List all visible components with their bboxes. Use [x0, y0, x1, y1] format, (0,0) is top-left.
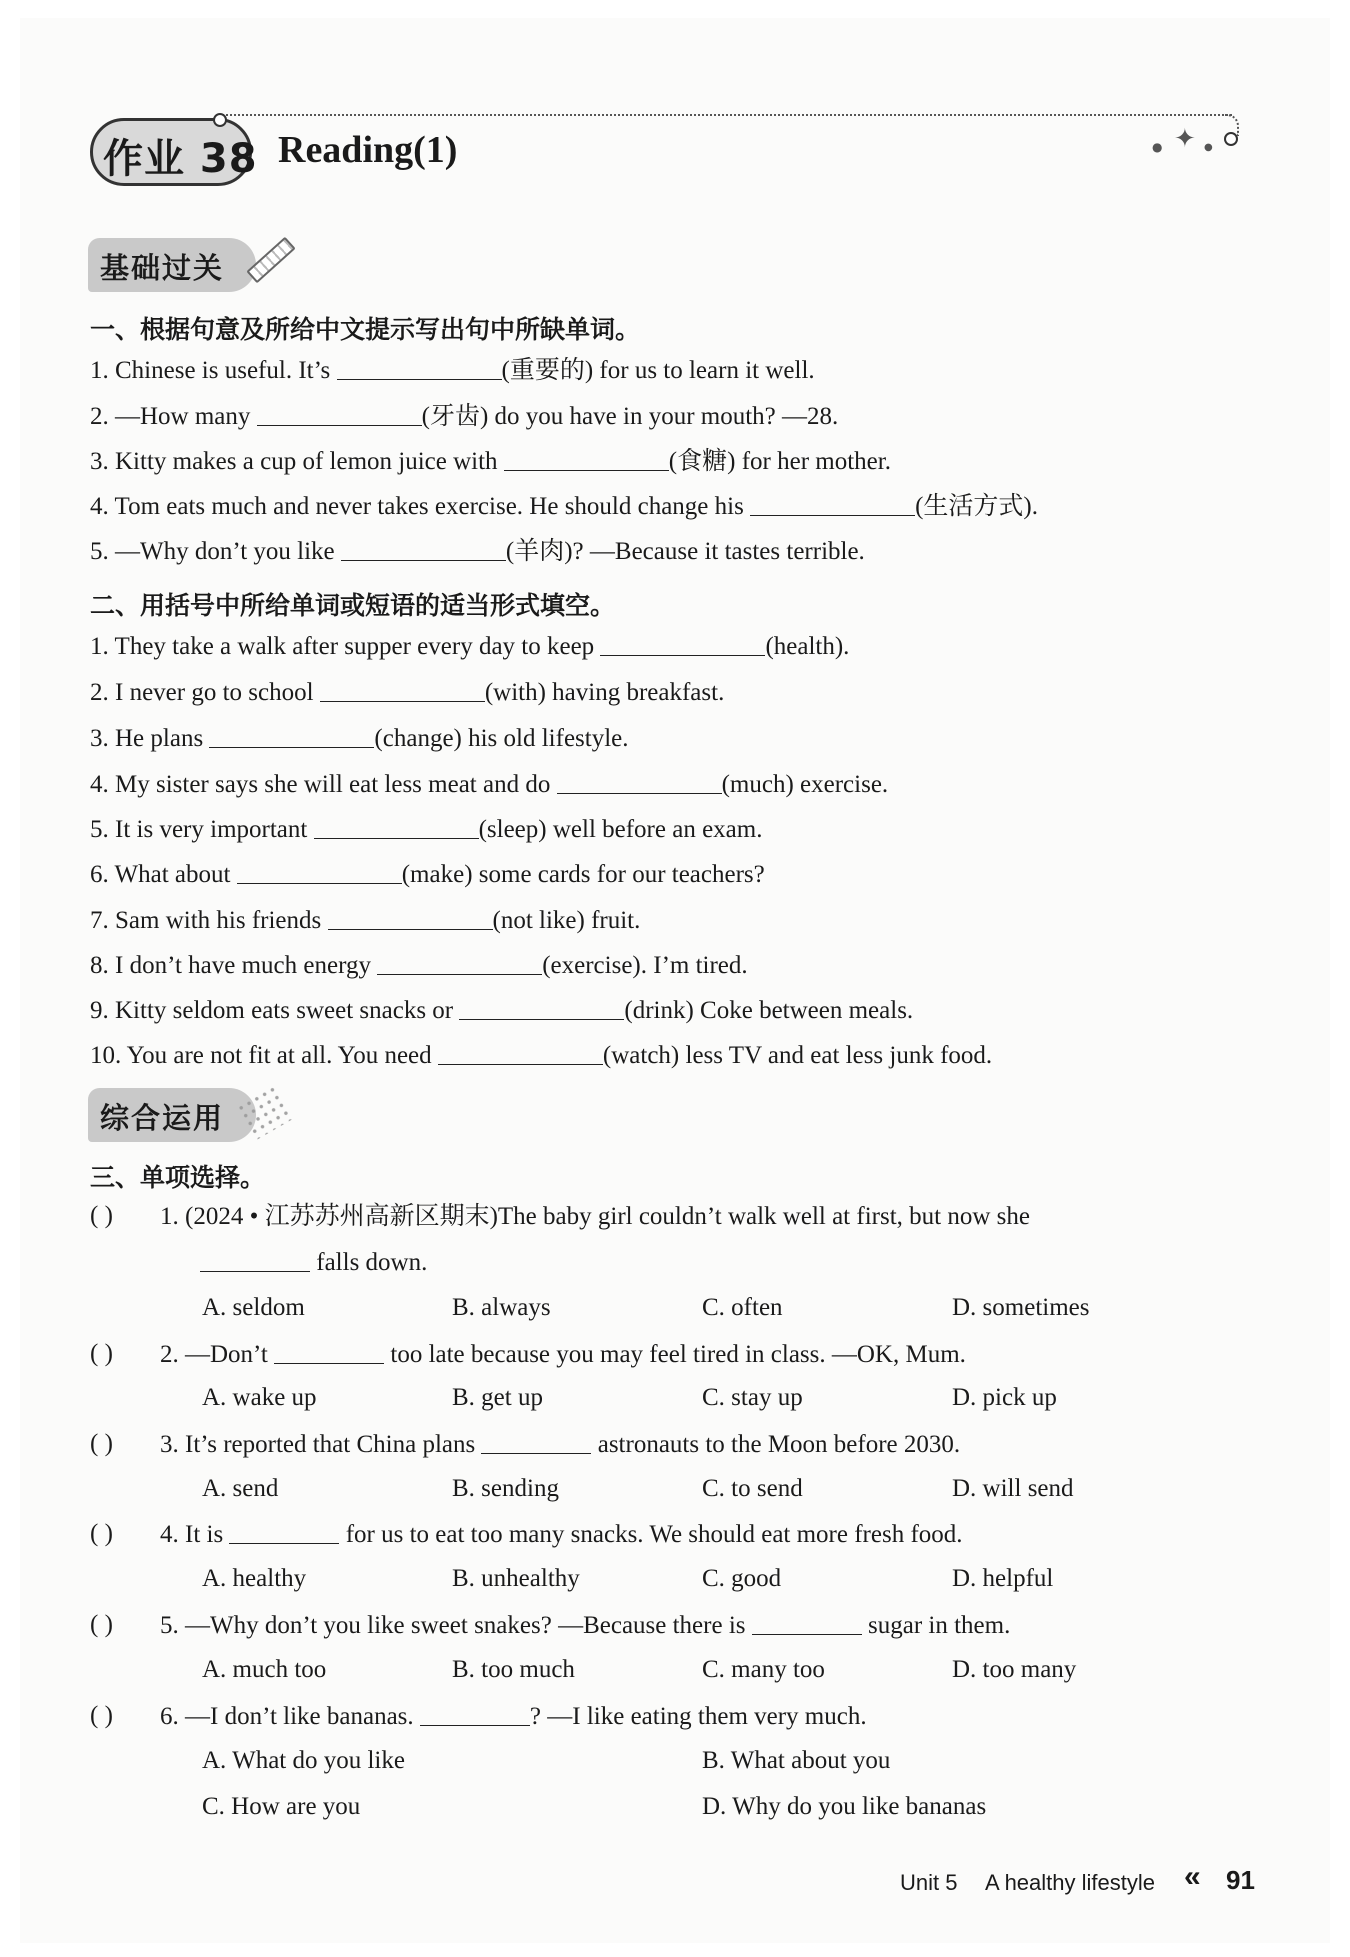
answer-blank[interactable]: [328, 906, 493, 930]
part-heading: 二、用括号中所给单词或短语的适当形式填空。: [90, 591, 616, 620]
option-c[interactable]: C. stay up: [702, 1384, 803, 1411]
answer-blank[interactable]: [600, 632, 765, 656]
option-a[interactable]: A. much too: [202, 1656, 327, 1683]
answer-blank[interactable]: [320, 678, 485, 702]
answer-blank[interactable]: [237, 860, 402, 884]
option-b[interactable]: B. sending: [452, 1475, 559, 1502]
answer-bracket[interactable]: ( ): [90, 1702, 113, 1729]
option-b[interactable]: B. always: [452, 1294, 551, 1321]
option-b[interactable]: B. get up: [452, 1384, 543, 1411]
option-c[interactable]: C. good: [702, 1565, 782, 1592]
fill-item: 5. It is very important (sleep) well before an exam.: [90, 816, 763, 843]
header-dotted-line: [222, 114, 1232, 116]
option-b[interactable]: B. too much: [452, 1656, 575, 1683]
fill-item: 9. Kitty seldom eats sweet snacks or (drink) Coke between meals.: [90, 997, 914, 1024]
option-a[interactable]: A. healthy: [202, 1565, 307, 1592]
header-ring-icon: [213, 113, 227, 127]
option-c[interactable]: C. How are you: [202, 1793, 361, 1820]
fill-item: 3. Kitty makes a cup of lemon juice with (食糖) for her mother.: [90, 448, 891, 475]
answer-blank[interactable]: [341, 537, 506, 561]
choice-question: 1. (2024 • 江苏苏州高新区期末)The baby girl couldn’t walk well at first, but now she: [160, 1203, 1030, 1230]
option-d[interactable]: D. will send: [952, 1475, 1074, 1502]
answer-blank[interactable]: [209, 724, 374, 748]
fill-item: 2. I never go to school (with) having breakfast.: [90, 679, 725, 706]
fill-item: 1. Chinese is useful. It’s (重要的) for us to learn it well.: [90, 357, 815, 384]
answer-bracket[interactable]: ( ): [90, 1340, 113, 1367]
page-number: 91: [1226, 1865, 1255, 1895]
choice-question: 6. —I don’t like bananas. ? —I like eating them very much.: [160, 1703, 867, 1730]
fill-item: 3. He plans (change) his old lifestyle.: [90, 725, 629, 752]
answer-bracket[interactable]: ( ): [90, 1430, 113, 1457]
answer-blank[interactable]: [752, 1611, 862, 1635]
choice-question: 2. —Don’t too late because you may feel tired in class. —OK, Mum.: [160, 1341, 966, 1368]
fill-item: 5. —Why don’t you like (羊肉)? —Because it tastes terrible.: [90, 538, 865, 565]
option-d[interactable]: D. pick up: [952, 1384, 1057, 1411]
fill-item: 10. You are not fit at all. You need (watch) less TV and eat less junk food.: [90, 1042, 993, 1069]
answer-blank[interactable]: [377, 951, 542, 975]
fill-item: 1. They take a walk after supper every day to keep (health).: [90, 633, 850, 660]
assignment-badge: [90, 118, 258, 186]
option-d[interactable]: D. helpful: [952, 1565, 1054, 1592]
option-a[interactable]: A. send: [202, 1475, 279, 1502]
fill-item: 7. Sam with his friends (not like) fruit.: [90, 907, 641, 934]
answer-blank[interactable]: [257, 402, 422, 426]
answer-blank[interactable]: [314, 815, 479, 839]
assignment-number: 作业 38: [103, 136, 258, 182]
option-d[interactable]: D. too many: [952, 1656, 1077, 1683]
answer-blank[interactable]: [200, 1248, 310, 1272]
answer-blank[interactable]: [337, 356, 502, 380]
double-chevron-left-icon: «: [1184, 1860, 1201, 1893]
part-heading: 三、单项选择。: [90, 1163, 266, 1192]
dot-icon: ●: [1152, 140, 1163, 154]
answer-bracket[interactable]: ( ): [90, 1611, 113, 1638]
option-c[interactable]: C. many too: [702, 1656, 825, 1683]
answer-blank[interactable]: [420, 1702, 530, 1726]
fill-item: 6. What about (make) some cards for our teachers?: [90, 861, 765, 888]
section-tab-label: 基础过关: [100, 251, 225, 285]
choice-question: 4. It is for us to eat too many snacks. We should eat more fresh food.: [160, 1521, 963, 1548]
header-ring-icon: [1224, 132, 1238, 146]
answer-blank[interactable]: [481, 1430, 591, 1454]
option-a[interactable]: A. seldom: [202, 1294, 305, 1321]
answer-blank[interactable]: [229, 1520, 339, 1544]
option-c[interactable]: C. to send: [702, 1475, 803, 1502]
answer-blank[interactable]: [504, 447, 669, 471]
choice-question: 5. —Why don’t you like sweet snakes? —Because there is sugar in them.: [160, 1612, 1011, 1639]
option-d[interactable]: D. Why do you like bananas: [702, 1793, 987, 1820]
fill-item: 8. I don’t have much energy (exercise). I’m tired.: [90, 952, 748, 979]
fill-item: 4. Tom eats much and never takes exercise. He should change his (生活方式).: [90, 493, 1038, 520]
option-a[interactable]: A. wake up: [202, 1384, 317, 1411]
footer-topic: A healthy lifestyle: [985, 1870, 1155, 1895]
page-title: Reading(1): [278, 129, 458, 171]
dot-icon: ●: [1204, 142, 1213, 153]
section-tab-label: 综合运用: [100, 1101, 225, 1135]
sparkle-icon: ✦: [1174, 124, 1196, 154]
choice-question: 3. It’s reported that China plans astronauts to the Moon before 2030.: [160, 1431, 961, 1458]
option-b[interactable]: B. unhealthy: [452, 1565, 580, 1592]
answer-blank[interactable]: [750, 492, 915, 516]
choice-question-cont: falls down.: [200, 1248, 427, 1278]
option-a[interactable]: A. What do you like: [202, 1747, 405, 1774]
answer-blank[interactable]: [459, 996, 624, 1020]
answer-bracket[interactable]: ( ): [90, 1520, 113, 1547]
answer-blank[interactable]: [274, 1340, 384, 1364]
section-tab-comprehensive: [88, 1088, 256, 1142]
answer-blank[interactable]: [438, 1041, 603, 1065]
answer-blank[interactable]: [557, 770, 722, 794]
fill-item: 4. My sister says she will eat less meat and do (much) exercise.: [90, 771, 889, 798]
fill-item: 2. —How many (牙齿) do you have in your mouth? —28.: [90, 403, 839, 430]
option-b[interactable]: B. What about you: [702, 1747, 891, 1774]
footer-unit: Unit 5: [900, 1870, 958, 1895]
option-c[interactable]: C. often: [702, 1294, 783, 1321]
answer-bracket[interactable]: ( ): [90, 1202, 113, 1229]
section-tab-basic: [88, 238, 256, 292]
part-heading: 一、根据句意及所给中文提示写出句中所缺单词。: [90, 315, 641, 344]
option-d[interactable]: D. sometimes: [952, 1294, 1090, 1321]
